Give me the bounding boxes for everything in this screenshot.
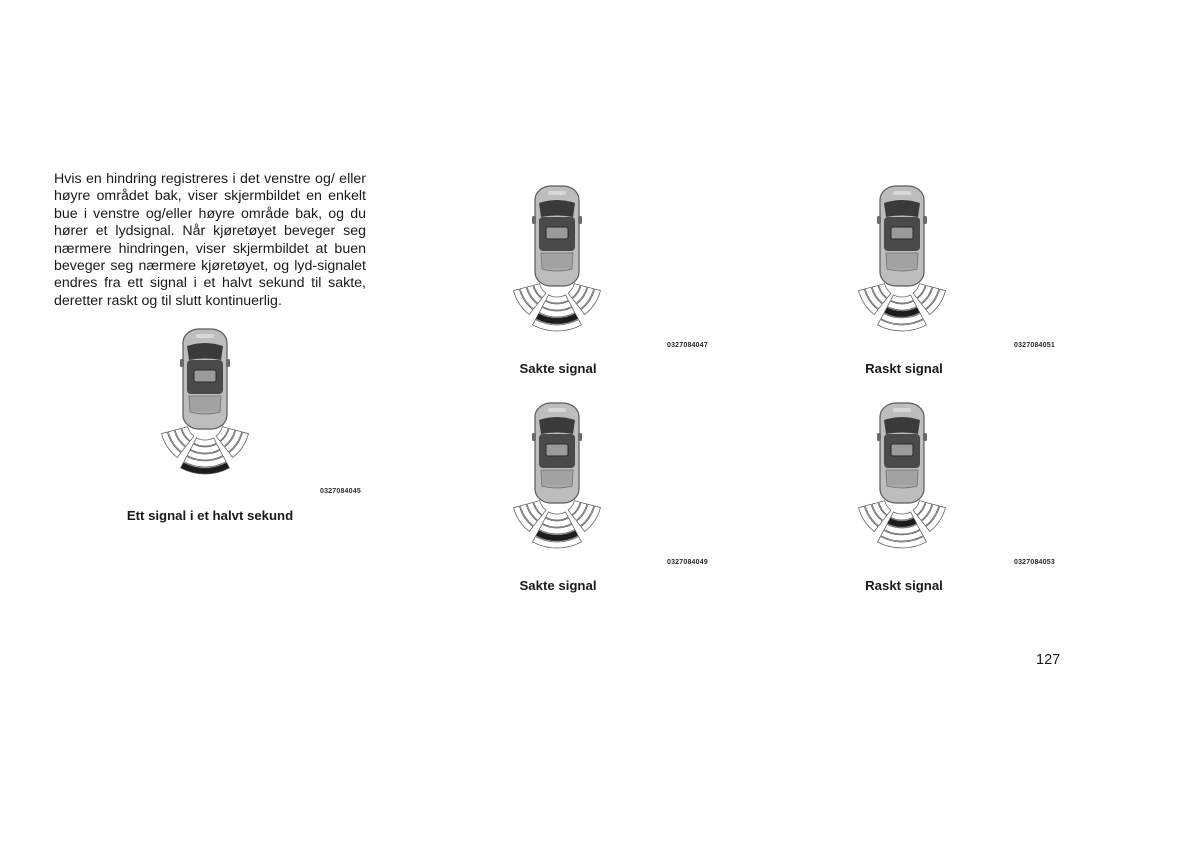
left-mirror bbox=[180, 359, 184, 367]
figure-code: 0327084051 bbox=[1014, 342, 1055, 349]
sensor-arcs bbox=[859, 284, 946, 331]
hood-vent bbox=[548, 191, 566, 195]
left-mirror bbox=[532, 216, 536, 224]
sunroof bbox=[546, 444, 568, 456]
car-top-view-diagram bbox=[512, 400, 662, 570]
right-mirror bbox=[923, 433, 927, 441]
parking-sensor-figure bbox=[857, 183, 1057, 353]
center-arc bbox=[546, 295, 569, 303]
car-icon bbox=[180, 329, 230, 429]
windshield bbox=[187, 343, 223, 360]
parking-sensor-figure bbox=[160, 326, 360, 496]
windshield bbox=[539, 200, 575, 217]
rear-window bbox=[886, 253, 918, 271]
car-top-view-diagram bbox=[512, 183, 662, 353]
left-mirror bbox=[877, 433, 881, 441]
figure-code: 0327084047 bbox=[667, 342, 708, 349]
parking-sensor-figure bbox=[857, 400, 1057, 570]
hood-vent bbox=[548, 408, 566, 412]
figure-caption: Raskt signal bbox=[865, 361, 943, 376]
rear-window bbox=[886, 470, 918, 488]
windshield bbox=[884, 417, 920, 434]
sensor-arcs bbox=[162, 427, 249, 474]
sensor-arcs bbox=[514, 284, 601, 331]
figure-caption: Ett signal i et halvt sekund bbox=[126, 508, 294, 523]
figure-caption: Raskt signal bbox=[865, 578, 943, 593]
sensor-arcs bbox=[514, 501, 601, 548]
car-icon bbox=[532, 403, 582, 503]
figure-code: 0327084049 bbox=[667, 559, 708, 566]
rear-window bbox=[541, 253, 573, 271]
center-arc bbox=[546, 512, 569, 520]
sunroof bbox=[546, 227, 568, 239]
figure-caption: Sakte signal bbox=[519, 578, 597, 593]
windshield bbox=[884, 200, 920, 217]
center-arc bbox=[194, 438, 217, 446]
right-mirror bbox=[226, 359, 230, 367]
center-arc bbox=[891, 295, 914, 303]
parking-sensor-figure bbox=[512, 400, 712, 570]
car-icon bbox=[877, 403, 927, 503]
sunroof bbox=[194, 370, 216, 382]
sunroof bbox=[891, 227, 913, 239]
rear-window bbox=[189, 396, 221, 414]
car-icon bbox=[532, 186, 582, 286]
hood-vent bbox=[893, 191, 911, 195]
windshield bbox=[539, 417, 575, 434]
figure-code: 0327084045 bbox=[320, 488, 361, 495]
left-mirror bbox=[532, 433, 536, 441]
hood-vent bbox=[196, 334, 214, 338]
car-icon bbox=[877, 186, 927, 286]
sunroof bbox=[891, 444, 913, 456]
figure-code: 0327084053 bbox=[1014, 559, 1055, 566]
center-arc bbox=[891, 512, 914, 520]
sensor-arcs bbox=[859, 501, 946, 548]
body-paragraph: Hvis en hindring registreres i det venstre og/ eller høyre området bak, viser skjermbildet en enkelt bue i venstre og/eller høyre område bak, og du hører et lydsignal. Når kjøretøyet beveger seg nærmere hindringen, viser skjermbildet at buen beveger seg nærmere kjøretøyet, og lyd-signalet endres fra ett signal i et halvt sekund til sakte, deretter raskt og til slutt kontinuerlig. bbox=[54, 171, 366, 309]
left-mirror bbox=[877, 216, 881, 224]
right-mirror bbox=[578, 433, 582, 441]
car-top-view-diagram bbox=[857, 400, 1007, 570]
parking-sensor-figure bbox=[512, 183, 712, 353]
rear-window bbox=[541, 470, 573, 488]
right-mirror bbox=[578, 216, 582, 224]
hood-vent bbox=[893, 408, 911, 412]
car-top-view-diagram bbox=[857, 183, 1007, 353]
page-number: 127 bbox=[1036, 652, 1061, 668]
figure-caption: Sakte signal bbox=[519, 361, 597, 376]
right-mirror bbox=[923, 216, 927, 224]
car-top-view-diagram bbox=[160, 326, 310, 496]
